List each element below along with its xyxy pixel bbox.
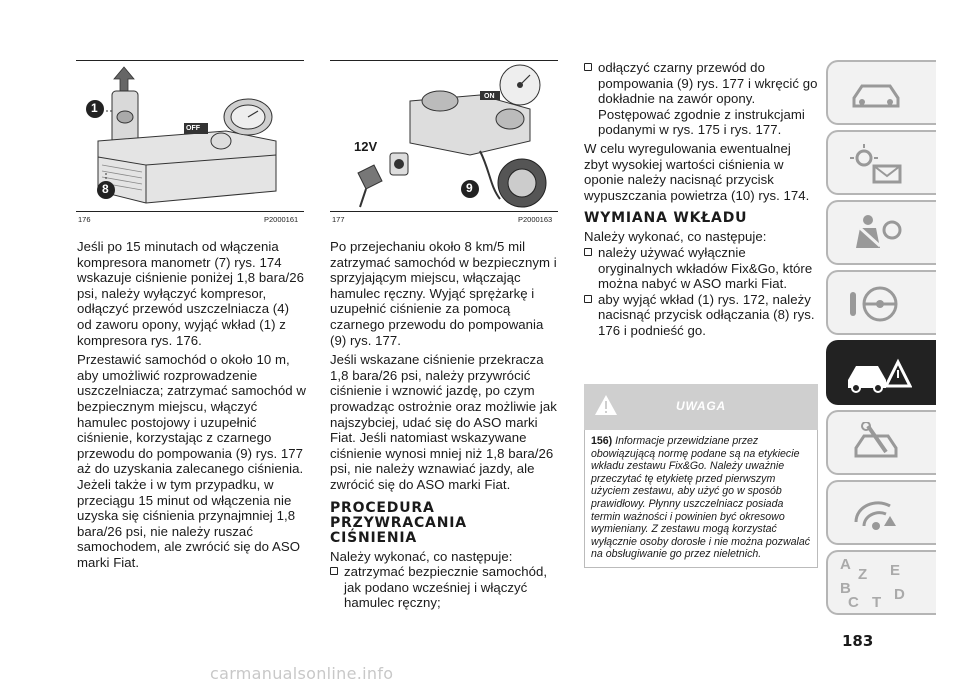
car-dashboard-icon — [846, 74, 906, 114]
figure-176-number: 176 — [78, 215, 91, 224]
paragraph: Jeśli po 15 minutach od włączenia kompresora manometr (7) rys. 174 wskazuje ciśnienie poniżej 1,8 bara/26 psi, należy wyłączyć kompresor, odłączyć przewód uszczelniacza (4) od zaworu opony, wyjąć wkład (1) z kompresora rys. 176. — [77, 239, 304, 348]
warning-number: 156) — [591, 435, 613, 447]
figure-176-code: P2000161 — [264, 215, 299, 224]
checkbox-bullet-icon — [584, 248, 592, 256]
paragraph: Jeśli wskazane ciśnienie przekracza 1,8 bara/26 psi, należy przywrócić ciśnienie i wznowić jazdę, po czym prowadząc ostrożnie oraz możliwie jak najszybciej, udać się do ASO marki Fiat. Jeśli natomiast wskazywane ciśnienie wynosi mniej niż 1,8 bara/26 psi, nie należy wznawiać jazdy, ale zwrócić się do ASO marki Fiat. — [330, 352, 557, 492]
list-item: należy używać wyłącznie oryginalnych wkładów Fix&Go, które można nabyć w ASO marki Fiat. — [584, 245, 818, 292]
figure-177-number: 177 — [332, 215, 345, 224]
watermark: carmanualsonline.info — [210, 664, 394, 683]
breakdown-icon — [842, 352, 912, 396]
list-item: odłączyć czarny przewód do pompowania (9) rys. 177 i wkręcić go dokładnie na zawór opony. Postępować zgodnie z instrukcjami podanymi w rys. 175 i rys. 177. — [584, 60, 818, 138]
callout-8-label: 8 — [102, 182, 109, 196]
intro-text: Należy wykonać, co następuje: — [584, 229, 767, 245]
checkbox-bullet-icon — [584, 63, 592, 71]
list-item: aby wyjąć wkład (1) rys. 172, należy nacisnąć przycisk odłączania (8) rys. 176 i podnieść go. — [584, 292, 818, 339]
tab-maintenance[interactable] — [826, 410, 936, 475]
paragraph: Po przejechaniu około 8 km/5 mil zatrzymać samochód w bezpiecznym i sprzyjającym miejscu, włączając hamulec ręczny. Wyjąć sprężarkę i uzupełnić ciśnienie za pomocą czarnego przewodu do pompowania (9) rys. 177. — [330, 239, 557, 348]
compressor-inflate-illustration — [330, 61, 558, 211]
warning-text: Informacje przewidziane przez obowiązującą normę podane są na etykiecie wkładu zestawu Fix&Go. Należy uważnie przeczytać tę etykietę przed pierwszym użyciem zestawu, aby użyć go w sposób prawidłowy. Płynny uszczelniacz posiada termin ważności i powinien być okresowo wymieniany. Z zestawu mogą korzystać wyłącznie osoby dorosłe i nie można pozwalać na obsługiwanie go przez nieletnich. — [591, 435, 811, 561]
tab-lights[interactable] — [826, 130, 936, 195]
column-3-text — [584, 60, 818, 339]
tab-emergency[interactable] — [826, 340, 936, 405]
figure-177 — [330, 60, 558, 212]
lights-message-icon — [846, 142, 906, 186]
voltage-label: 12V — [354, 139, 378, 154]
tab-dashboard[interactable] — [826, 60, 936, 125]
callout-9-label: 9 — [466, 181, 473, 195]
switch-on-label: ON — [484, 93, 495, 100]
section-heading-procedure: PROCEDURA PRZYWRACANIA CIŚNIENIA — [330, 499, 467, 546]
tab-multimedia[interactable] — [826, 480, 936, 545]
index-letters-icon: A Z B E C T D — [840, 556, 905, 611]
figure-176 — [76, 60, 304, 212]
checkbox-bullet-icon — [584, 295, 592, 303]
list-item: zatrzymać bezpiecznie samochód, jak podano wcześniej i włączyć hamulec ręczny; — [330, 564, 562, 611]
checkbox-bullet-icon — [330, 567, 338, 575]
figure-177-code: P2000163 — [518, 215, 553, 224]
warning-title: UWAGA — [676, 399, 726, 413]
callout-1-label: 1 — [91, 101, 98, 115]
section-heading-replace: WYMIANA WKŁADU — [584, 210, 748, 227]
warning-header — [584, 384, 818, 430]
seatbelt-airbag-icon — [846, 212, 906, 256]
intro-text: Należy wykonać, co następuje: — [330, 548, 513, 564]
tab-index[interactable] — [826, 550, 936, 615]
paragraph: Przestawić samochód o około 10 m, aby umożliwić rozprowadzenie uszczelniacza; zatrzymać samochód w bezpiecznym miejscu, włączyć hamulec postojowy i uzupełnić ciśnienie, korzystając z czarnego przewodu do pompowania (9) rys. 177 aż do uzyskania zalecanego ciśnienia. Jeżeli także i w tym przypadku, w przeciągu 15 minut od włączenia nie uzyska się ciśnienia przynajmniej 1,8 bara/26 psi, nie należy ruszać samochodem, ale zwrócić się do ASO marki Fiat. — [77, 352, 306, 570]
steering-wheel-icon — [846, 282, 906, 326]
page-number: 183 — [842, 632, 874, 650]
tab-safety[interactable] — [826, 200, 936, 265]
warning-body — [584, 430, 818, 568]
paragraph: W celu wyregulowania ewentualnej zbyt wysokiej wartości ciśnienia w oponie należy nacisnąć przycisk wypuszczania powietrza (10) rys. 174. — [584, 140, 810, 203]
tab-driving[interactable] — [826, 270, 936, 335]
multimedia-icon — [846, 492, 906, 536]
column-1-text — [77, 239, 307, 574]
compressor-cartridge-illustration — [76, 61, 304, 211]
wrench-car-icon — [846, 422, 906, 466]
switch-off-label: OFF — [186, 125, 200, 132]
column-2-text — [330, 239, 562, 611]
warning-box — [584, 384, 818, 568]
